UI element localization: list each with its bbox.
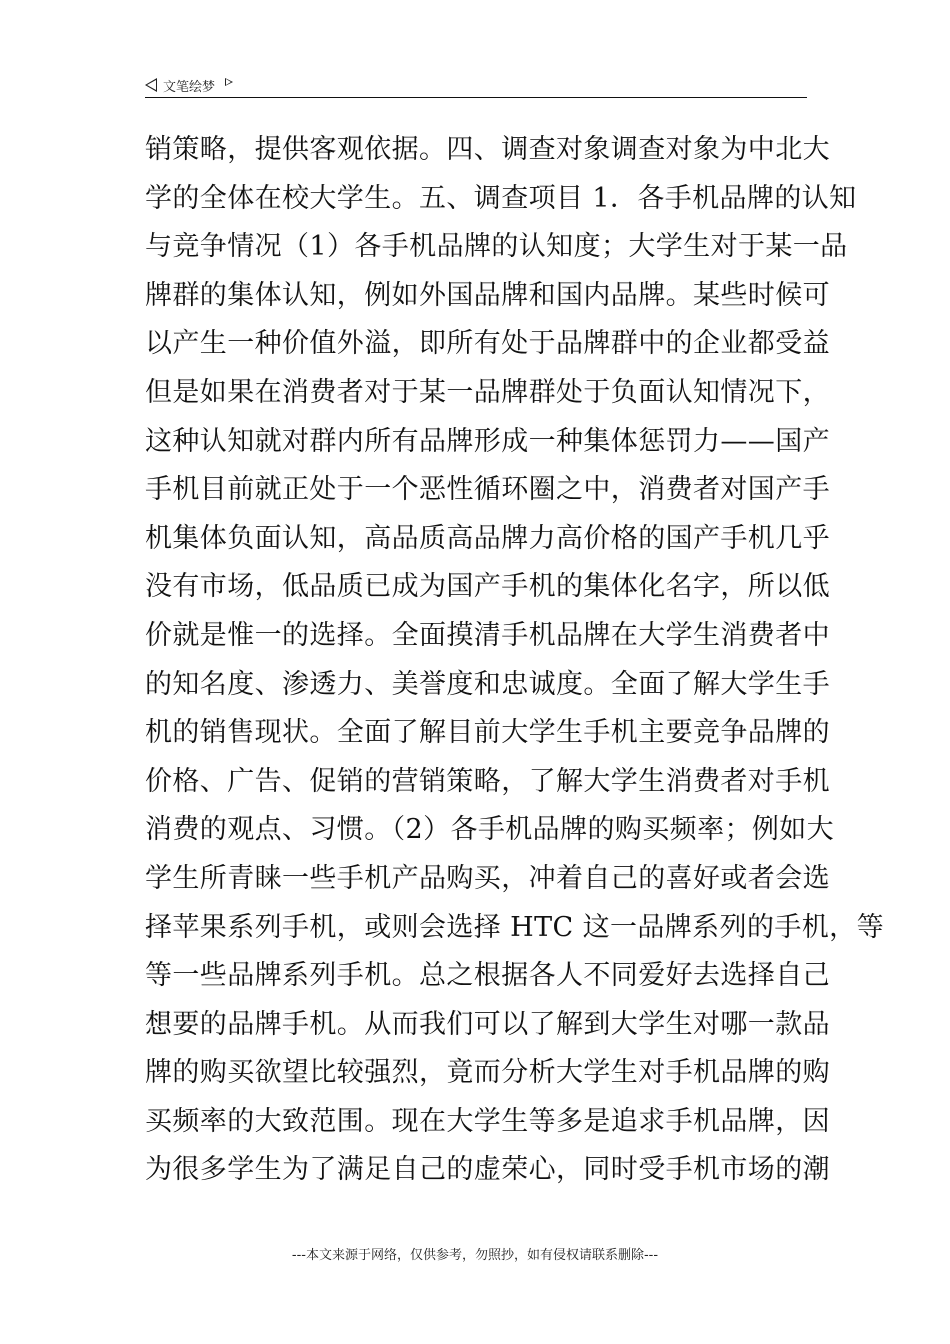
text-line: 价格、广告、促销的营销策略，了解大学生消费者对手机 (145, 765, 830, 797)
text-line: 但是如果在消费者对于某一品牌群处于负面认知情况下， (145, 376, 830, 408)
left-triangle-icon (145, 78, 157, 92)
footer-disclaimer: ---本文来源于网络，仅供参考，勿照抄，如有侵权请联系删除--- (291, 1248, 659, 1263)
header-divider (145, 97, 807, 98)
text-line: 以产生一种价值外溢，即所有处于品牌群中的企业都受益 (145, 328, 830, 360)
header-title: 文笔绘梦 (163, 79, 216, 95)
text-line: 消费的观点、习惯。（2）各手机品牌的购买频率；例如大 (145, 814, 835, 846)
text-line: 机的销售现状。全面了解目前大学生手机主要竞争品牌的 (145, 717, 830, 749)
text-line: 没有市场，低品质已成为国产手机的集体化名字，所以低 (145, 571, 830, 603)
text-line: 的知名度、渗透力、美誉度和忠诚度。全面了解大学生手 (145, 668, 830, 700)
text-line: 机集体负面认知，高品质高品牌力高价格的国产手机几乎 (145, 522, 830, 554)
text-line: 销策略，提供客观依据。四、调查对象调查对象为中北大 (145, 134, 830, 165)
text-line: 手机目前就正处于一个恶性循环圈之中，消费者对国产手 (145, 474, 830, 506)
text-line: 价就是惟一的选择。全面摸清手机品牌在大学生消费者中 (145, 619, 830, 651)
text-line: 想要的品牌手机。从而我们可以了解到大学生对哪一款品 (145, 1008, 830, 1040)
right-triangle-icon (225, 78, 233, 86)
body-text (145, 126, 884, 1195)
text-line: 牌的购买欲望比较强烈，竟而分析大学生对手机品牌的购 (145, 1057, 830, 1089)
text-line: 牌群的集体认知，例如外国品牌和国内品牌。某些时候可 (145, 279, 830, 311)
text-line: 与竞争情况（1）各手机品牌的认知度；大学生对于某一品 (145, 231, 848, 263)
text-line: 学的全体在校大学生。五、调查项目 1．各手机品牌的认知 (145, 182, 857, 214)
text-line: 学生所青睐一些手机产品购买，冲着自己的喜好或者会选 (145, 862, 830, 894)
page-header (145, 74, 807, 96)
text-line: 择苹果系列手机，或则会选择 HTC 这一品牌系列的手机，等 (145, 911, 884, 943)
text-line: 买频率的大致范围。现在大学生等多是追求手机品牌，因 (145, 1105, 830, 1137)
text-line: 为很多学生为了满足自己的虚荣心，同时受手机市场的潮 (145, 1154, 830, 1186)
text-line: 这种认知就对群内所有品牌形成一种集体惩罚力——国产 (145, 425, 830, 457)
text-line: 等一些品牌系列手机。总之根据各人不同爱好去选择自己 (145, 960, 830, 992)
